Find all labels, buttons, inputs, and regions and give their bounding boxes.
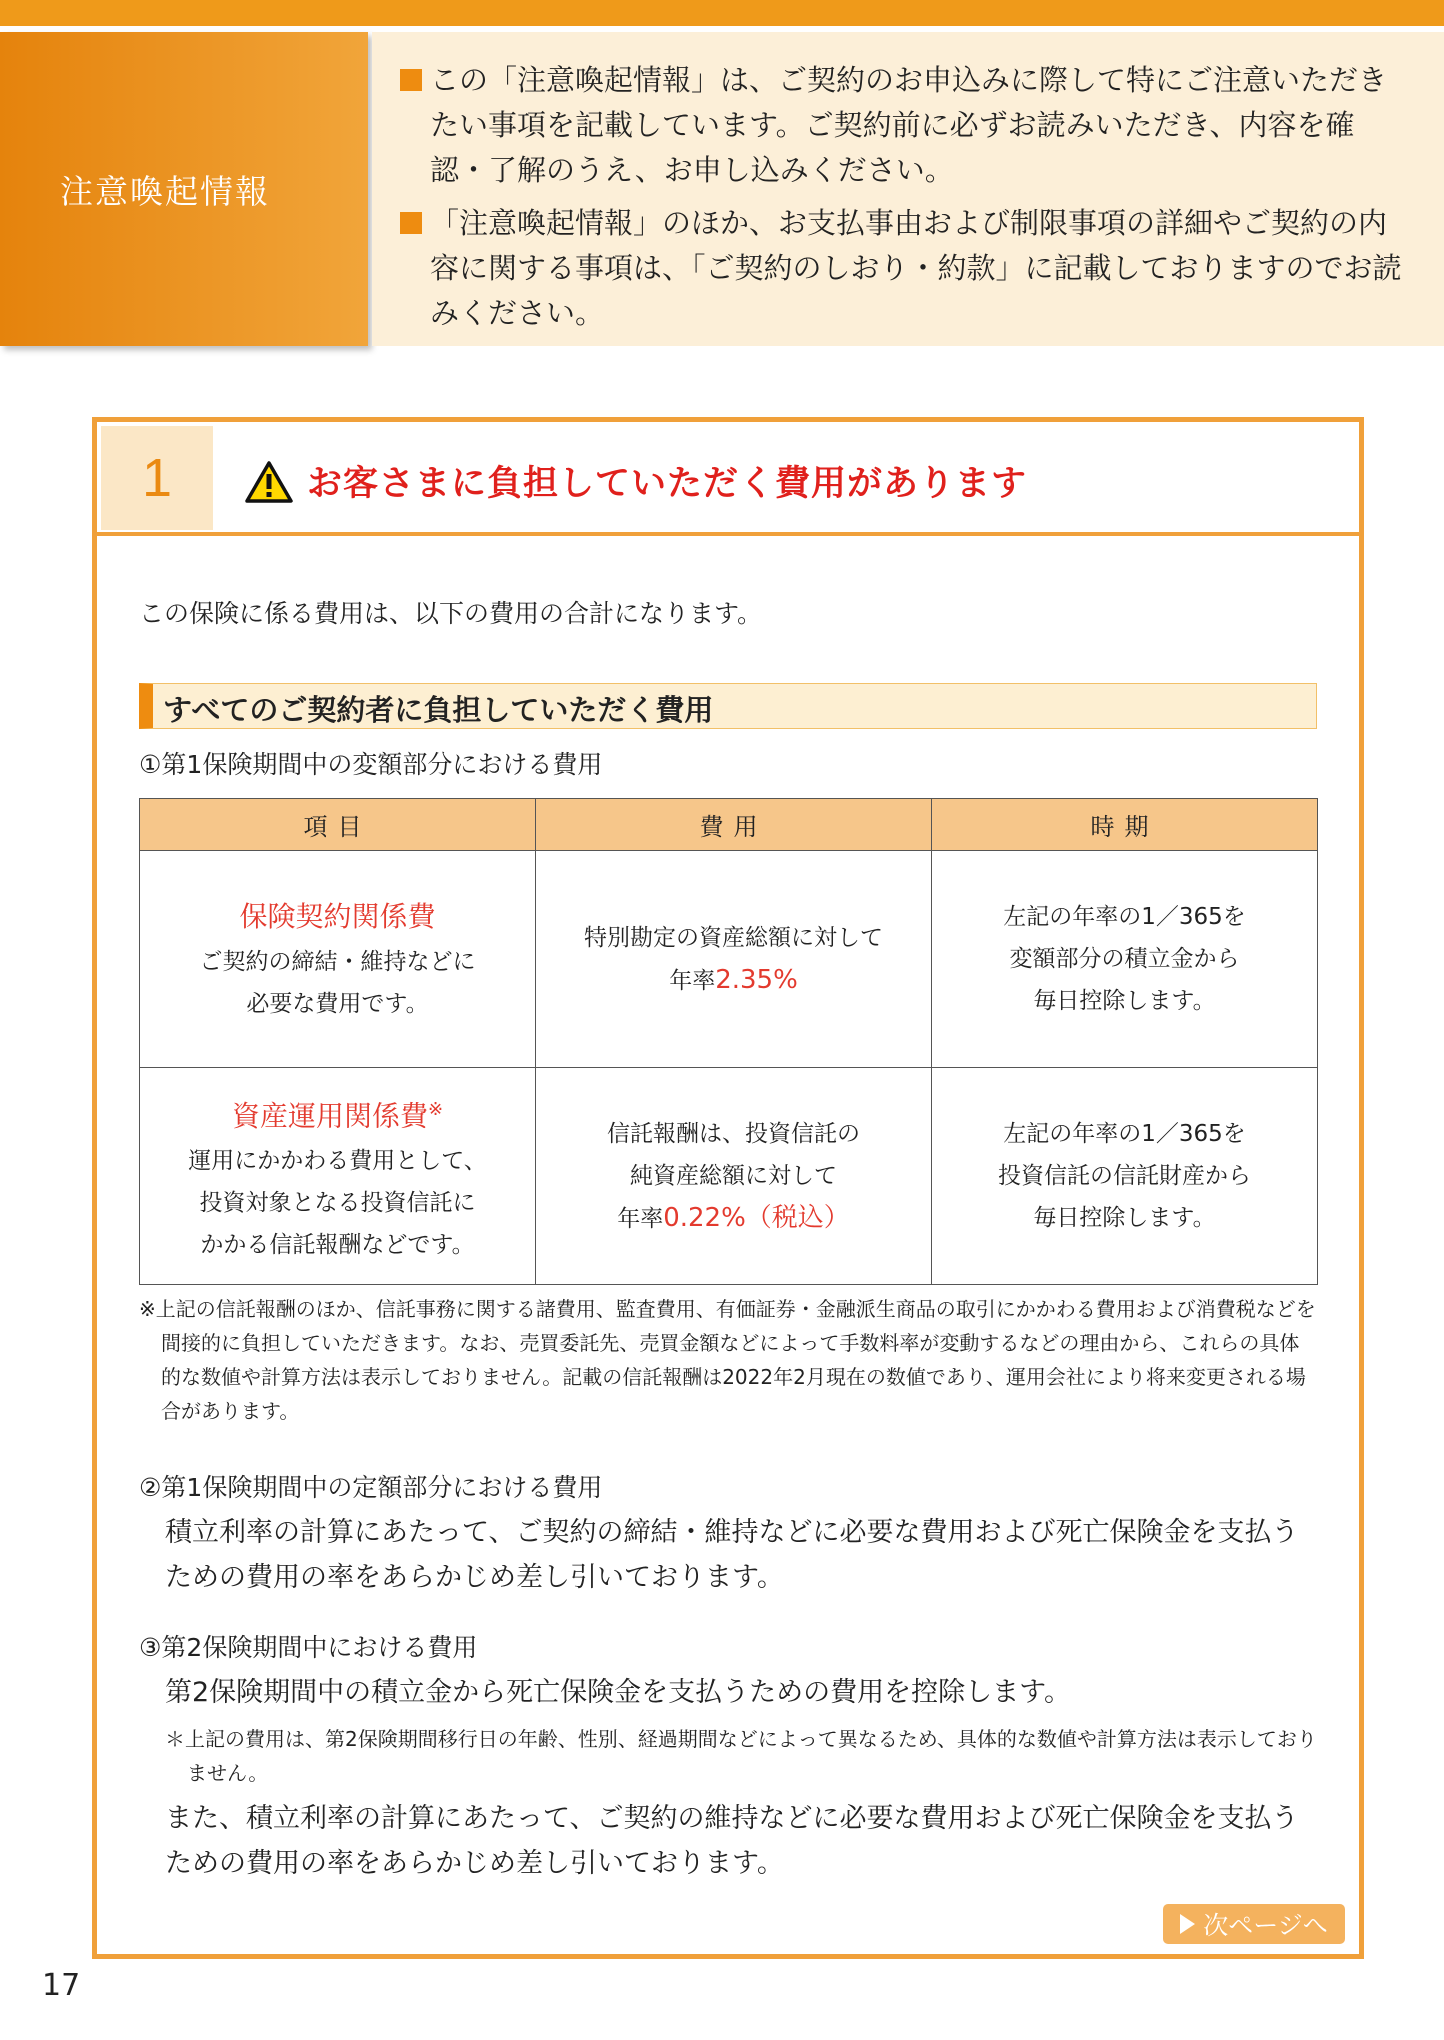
cost-rate: 2.35%: [715, 964, 798, 995]
timing-line: 毎日控除します。: [1033, 1205, 1216, 1231]
column-header: 時期: [932, 799, 1318, 851]
timing-cell: [932, 851, 1318, 1068]
section-title: お客さまに負担していただく費用があります: [307, 464, 1028, 504]
header-note: [400, 58, 1404, 193]
page-number: 17: [42, 1968, 81, 2003]
table-row: [140, 851, 1318, 1068]
item2-text: 積立利率の計算にあたって、ご契約の締結・維持などに必要な費用および死亡保険金を支払うための費用の率をあらかじめ差し引いております。: [165, 1517, 1299, 1593]
item-cell: [140, 851, 536, 1068]
top-accent-bar: [0, 0, 1444, 26]
table-header-row: [140, 799, 1318, 851]
cost-prefix: 年率: [669, 967, 716, 994]
item-name: 保険契約関係費: [239, 900, 436, 933]
item2-heading: ②第1保険期間中の定額部分における費用: [139, 1473, 603, 1502]
item-name: 資産運用関係費: [231, 1099, 428, 1133]
item-desc: 必要な費用です。: [246, 991, 429, 1017]
next-page-label: 次ページへ: [1203, 1911, 1328, 1940]
item-cell: [140, 1068, 536, 1285]
fee-table: [139, 798, 1318, 1285]
cost-cell: [536, 851, 932, 1068]
play-arrow-icon: [1180, 1914, 1195, 1934]
timing-line: 投資信託の信託財産から: [998, 1163, 1251, 1189]
item-desc: かかる信託報酬などです。: [200, 1232, 475, 1259]
item-desc: ご契約の締結・維持などに: [199, 949, 476, 975]
item3-text2: また、積立利率の計算にあたって、ご契約の維持などに必要な費用および死亡保険金を支払うための費用の率をあらかじめ差し引いております。: [165, 1803, 1299, 1879]
header-title: [0, 32, 368, 346]
cost-line: 純資産総額に対して: [630, 1162, 837, 1189]
item-desc: 投資対象となる投資信託に: [199, 1190, 476, 1217]
table-footnote: ※上記の信託報酬のほか、信託事務に関する諸費用、監査費用、有価証券・金融派生商品の取引にかかわる費用および消費税などを間接的に負担していただきます。なお、売買委託先、売買金額などによって手数料率が変動するなどの理由から、これらの具体的な数値や計算方法は表示しておりません。記載の信託報酬は2022年2月現在の数値であり、運用会社により将来変更される場合があります。: [139, 1297, 1316, 1423]
section-header: [97, 422, 1359, 536]
header-note: [400, 201, 1404, 336]
section-number: 1: [101, 426, 213, 530]
item3-text: 第2保険期間中の積立金から死亡保険金を支払うための費用を控除します。: [165, 1677, 1072, 1708]
column-header: 項目: [140, 799, 536, 851]
cost-rate-line: [537, 1197, 930, 1240]
subheading-bar: [139, 683, 1317, 729]
section-frame: [92, 417, 1364, 1959]
asterisk-mark: ※: [427, 1098, 444, 1120]
item1-heading: ①第1保険期間中の変額部分における費用: [139, 750, 603, 779]
timing-cell: [932, 1068, 1318, 1285]
cost-prefix: 年率: [617, 1205, 664, 1232]
timing-line: 左記の年率の1／365を: [1003, 904, 1246, 930]
table-row: [140, 1068, 1318, 1285]
intro-text: この保険に係る費用は、以下の費用の合計になります。: [139, 599, 763, 628]
bullet-square-icon: [400, 212, 422, 234]
item3-note: ＊上記の費用は、第2保険期間移行日の年齢、性別、経過期間などによって異なるため、具体的な数値や計算方法は表示しておりません。: [165, 1727, 1317, 1785]
timing-line: 左記の年率の1／365を: [1003, 1121, 1246, 1147]
bullet-square-icon: [400, 69, 422, 91]
header-notes: [372, 32, 1444, 346]
item-desc: 運用にかかわる費用として、: [188, 1148, 487, 1175]
cost-cell: [536, 1068, 932, 1285]
item3-heading: ③第2保険期間中における費用: [139, 1633, 478, 1662]
timing-line: 変額部分の積立金から: [1009, 946, 1240, 972]
cost-line: 特別勘定の資産総額に対して: [584, 924, 883, 951]
header-note-text: 「注意喚起情報」のほか、お支払事由および制限事項の詳細やご契約の内容に関する事項は、「ご契約のしおり・約款」に記載しておりますのでお読みください。: [430, 206, 1402, 330]
cost-rate: 0.22%（税込）: [663, 1202, 850, 1233]
cost-line: 信託報酬は、投資信託の: [607, 1120, 860, 1147]
next-page-button[interactable]: [1163, 1904, 1345, 1944]
header-title-text: 注意喚起情報: [60, 171, 270, 211]
header-note-text: この「注意喚起情報」は、ご契約のお申込みに際して特にご注意いただきたい事項を記載しています。ご契約前に必ずお読みいただき、内容を確認・了解のうえ、お申し込みください。: [430, 63, 1388, 187]
warning-icon: [245, 460, 293, 504]
subheading-text: すべてのご契約者に負担していただく費用: [163, 693, 714, 727]
cost-rate-line: [537, 959, 930, 1002]
item-name-line: [141, 1086, 534, 1140]
column-header: 費用: [536, 799, 932, 851]
timing-line: 毎日控除します。: [1033, 988, 1216, 1014]
